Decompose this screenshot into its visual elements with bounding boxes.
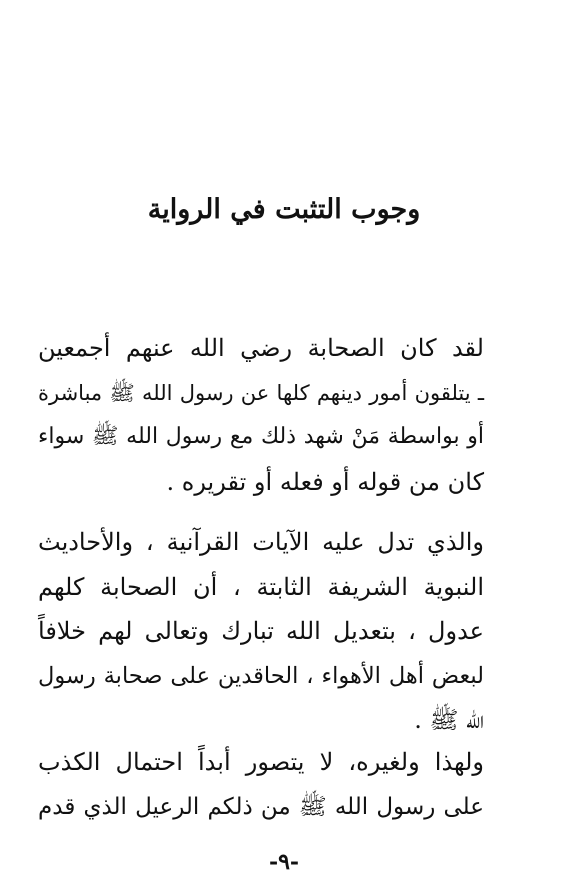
page-number: -٩- [268, 849, 300, 875]
paragraph-line: لقد كان الصحابة رضي الله عنهم أجمعين [38, 334, 484, 362]
paragraph-line: ولهذا ولغيره، لا يتصور أبداً احتمال الكذب [38, 748, 484, 776]
paragraph-line: النبوية الشريفة الثابتة ، أن الصحابة كلهم [38, 572, 484, 601]
paragraph-line: كان من قوله أو فعله أو تقريره . [166, 467, 484, 496]
paragraph-line: لبعض أهل الأهواء ، الحاقدين على صحابة رسول [38, 662, 484, 689]
paragraph-2 [38, 520, 484, 743]
section-title: وجوب التثبت في الرواية [147, 194, 421, 225]
paragraph-line: عدول ، بتعديل الله تبارك وتعالى لهم خلافاً [38, 617, 484, 645]
paragraph-1 [38, 326, 484, 504]
paragraph-line: والذي تدل عليه الآيات القرآنية ، والأحاديث [38, 528, 484, 556]
paragraph-line: الله ﷺ . [414, 706, 484, 734]
paragraph-line: أو بواسطة مَنْ شهد ذلك مع رسول الله ﷺ سواء [38, 424, 484, 449]
paragraph-line: على رسول الله ﷺ من ذلكم الرعيل الذي قدم [38, 793, 484, 820]
paragraph-line: ـ يتلقون أمور دينهم كلها عن رسول الله ﷺ مباشرة [38, 380, 484, 405]
paragraph-3 [38, 740, 484, 829]
